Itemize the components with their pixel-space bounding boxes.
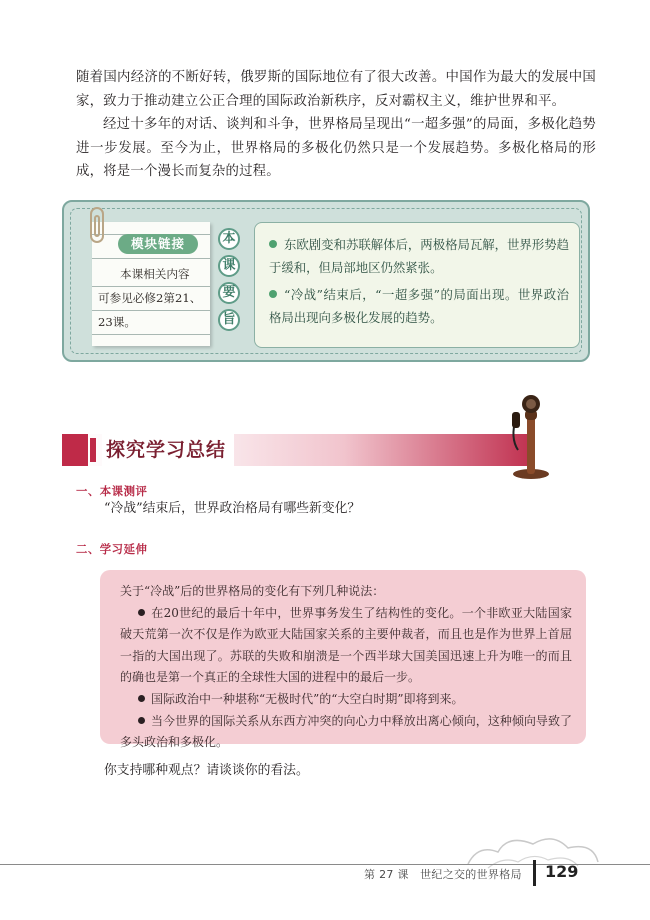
- module-link-line: 23课。: [98, 315, 136, 329]
- viewpoint-text: 国际政治中一种堪称“无极时代”的“大空白时期”即将到来。: [151, 691, 464, 706]
- key-label-char: 要: [218, 282, 240, 304]
- key-points-box: [254, 222, 580, 348]
- key-label-char: 课: [218, 255, 240, 277]
- module-link-badge: 模块链接: [118, 234, 198, 254]
- viewpoint-text: 当今世界的国际关系从东西方冲突的向心力中释放出离心倾向，这种倾向导致了多头政治和多极化。: [120, 713, 572, 750]
- bullet-icon: [138, 609, 145, 616]
- intro-paragraph-2: 经过十多年的对话、谈判和斗争，世界格局呈现出“一超多强”的局面，多极化趋势进一步发展。至今为止，世界格局的多极化仍然只是一个发展趋势。多极化格局的形成，将是一个漫长而复杂的过程。: [76, 117, 596, 179]
- intro-paragraph-1: 随着国内经济的不断好转，俄罗斯的国际地位有了很大改善。中国作为最大的发展中国家，致力于推动建立公正合理的国际政治新秩序，反对霸权主义，维护世界和平。: [76, 70, 596, 109]
- section-header-mark: [90, 438, 96, 462]
- module-link-line: 本课相关内容: [120, 267, 190, 281]
- page-number: 129: [545, 862, 579, 881]
- key-point-1: [269, 233, 569, 279]
- viewpoints-text: [120, 581, 572, 754]
- viewpoint-item: [120, 711, 572, 754]
- extension-heading: 二、学习延伸: [76, 542, 148, 556]
- bullet-icon: [269, 240, 277, 248]
- intro-text: [76, 66, 596, 184]
- viewpoint-item: [120, 603, 572, 689]
- footer-lesson-title: 第 27 课 世纪之交的世界格局: [364, 868, 522, 881]
- paperclip-icon: [90, 207, 104, 243]
- bullet-icon: [138, 695, 145, 702]
- discussion-question: 你支持哪种观点？请谈谈你的看法。: [104, 763, 309, 778]
- bullet-icon: [138, 717, 145, 724]
- module-link-line: 可参见必修2第21、: [98, 291, 202, 305]
- key-label-char: 本: [218, 228, 240, 250]
- footer-separator: [533, 860, 536, 886]
- key-point-text: “冷战”结束后，“一超多强”的局面出现。世界政治格局出现向多极化发展的趋势。: [269, 287, 569, 325]
- viewpoints-intro: 关于“冷战”后的世界格局的变化有下列几种说法：: [120, 584, 385, 598]
- viewpoint-item: [120, 689, 572, 711]
- key-point-text: 东欧剧变和苏联解体后，两极格局瓦解，世界形势趋于缓和，但局部地区仍然紧张。: [269, 237, 569, 275]
- viewpoint-text: 在20世纪的最后十年中，世界事务发生了结构性的变化。一个非欧亚大陆国家破天荒第一次不仅是作为欧亚大陆国家关系的主要仲裁者，而且也是作为世界上首屈一指的大国出现了。苏联的失败和崩溃是一个西半球大国美国迅速上升为唯一的而且的确也是第一个真正的全球性大国的进程中的最后一步。: [120, 605, 572, 685]
- bullet-icon: [269, 290, 277, 298]
- key-label-char: 旨: [218, 309, 240, 331]
- assessment-question: “冷战”结束后，世界政治格局有哪些新变化？: [104, 501, 361, 516]
- key-points-label: [218, 228, 242, 336]
- module-link-text: [98, 262, 206, 334]
- section-title: 探究学习总结: [102, 434, 234, 466]
- key-point-2: [269, 283, 569, 329]
- assessment-heading: 一、本课测评: [76, 484, 148, 498]
- candlestick-phone-icon: [506, 388, 556, 480]
